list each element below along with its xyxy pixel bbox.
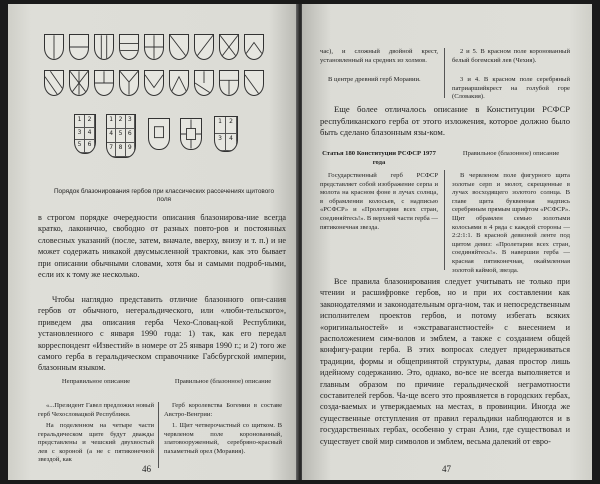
grid-number: 4	[85, 128, 95, 141]
grid-number: 3	[75, 128, 85, 141]
col-right-text-2: 1. Щит четверочастный со щитком. В червленом поле коронованный, златовооруженный, серебряно-красный пахаметный орел (Моравия).	[164, 422, 282, 455]
col-left-text-2: На поделенном на четыре части геральдическом щите будут дважды представлены и чешский двухвостый лев с короной (а не с пятиконечной звездой, как	[38, 422, 154, 464]
top-right-text-2: 3 и 4. В красном поле серебряный патриаршийкрест на голубой горе (Словакия).	[452, 76, 570, 101]
numbered-shield-six-icon	[74, 114, 96, 154]
grid-number: 4	[226, 134, 237, 151]
body-paragraph-2: Все правила блазонирования следует учитывать не только при чтении и расшифровке гербов, но и при их составлении как законодателями и законодательным орга-ном, так и непосредственным исполнителем проектов гербов, и потому избегать всяких «оригинальностей» и «экстраваганстностей» с внесением и расположением сим-волов и эмблем, а также с созданием общей конфигу-рации герба. В этих вопросах следует придерживаться традиции, формы и общепринятой структуры, давая простор лишь идейному содержанию. Это, однако, во-все не всегда выполняется и главным образом по причине геральдической неграмотности составителей гербов. Ча-ще всего это проявляется в городских гербах, созда-ваемых и утверждаемых на местах, в провинции. Иногда же существенные отступления от правил геральдики наблюдаются и в государственных гербах, особенно у стран Азии, где существовал и существует свой мир символов и эмблем, весьма далекий от евро-	[320, 277, 570, 446]
body-paragraph-1: Еще более отличалось описание в Конституции РСФСР республиканского герба от этого изложения, которое должно было быть сделано блазонным язы-ком.	[320, 104, 570, 138]
shield-bendlet-icon	[244, 70, 264, 96]
shield-quartered-escutcheon-icon	[180, 118, 202, 150]
grid-number: 9	[126, 143, 135, 157]
body-paragraph-2: Чтобы наглядно представить отличие блазонного опи-сания гербов от обычного, негеральдического, или «люби-тельского», приведем два описания герба Чехо-Словац-кой Республики, установленного с января 1990 года: 1) так, как его передал корреспондент «Известий» в номере от 25 января 1990 г.; и 2) того же самого герба в геральдическом справочнике Габсбургской империи, блазонным языком.	[38, 295, 286, 373]
column-divider	[444, 48, 445, 98]
shield-chevron-icon	[244, 34, 264, 60]
grid-number: 2	[116, 115, 125, 129]
table-left-header: Статья 180 Конституции РСФСР 1977 года	[322, 150, 436, 166]
shield-quartered-icon	[144, 34, 164, 60]
grid-number: 4	[107, 129, 116, 143]
right-page	[302, 4, 592, 480]
shield-division-diagram	[44, 34, 266, 178]
grid-number: 3	[126, 115, 135, 129]
grid-number: 8	[116, 143, 125, 157]
grid-number: 7	[107, 143, 116, 157]
grid-number: 5	[75, 140, 85, 153]
diagram-caption: Порядок блазонирования гербов при классических рассечениях щитового поля	[53, 188, 275, 203]
top-left-text-2: В центре древний герб Моравии.	[328, 76, 421, 83]
shield-saltire-icon	[219, 34, 239, 60]
column-divider	[158, 402, 159, 468]
shield-pile-icon	[169, 70, 189, 96]
shield-per-bend-icon	[169, 34, 189, 60]
left-page	[8, 4, 298, 480]
grid-number: 6	[85, 140, 95, 153]
shield-chevron-reversed-icon	[144, 70, 164, 96]
page-number-right: 47	[442, 464, 451, 474]
col-left-text-1: «...Президент Гавел предложил новый герб Чехословацкой Республики.	[38, 402, 154, 418]
column-divider	[444, 170, 445, 270]
table-left-text: Государственный герб РСФСР представляет собой изображение серпа и молота на красном фоне в лучах солнца, в обрамлении колосьев, с надписью «РСФСР» и «Пролетарии всех стран, соединяйтесь!». В верхней части герба — пятиконечная звезда.	[320, 172, 438, 231]
shield-tierced-icon	[119, 34, 139, 60]
table-right-header: Правильное (блазонное) описание	[462, 150, 560, 157]
table-right-text: В червленом поле фигурного щита золотые серп и молот, скрещенные в лучах восходящего золотого солнца. В главе щита буквенная надпись серебряным прямым шрифтом «РСФСР». Щит обрамлен семью золотыми колосьями в 4 ряда с каждой стороны — 2:2:1:1. В красной девизной ленте под щитом девиз: «Пролетарии всех стран, соединяйтесь!». В навершии герба — красная пятиконечная, окаймленная золотой каймой, звезда.	[452, 172, 570, 274]
shield-quarter-bend-icon	[194, 70, 214, 96]
grid-number: 1	[75, 115, 85, 128]
shield-per-pale-icon	[69, 34, 89, 60]
top-right-text-1: 2 и 5. В красном поле коронованный белый богемский лев (Чехия).	[452, 48, 570, 64]
shield-gyronny-icon	[69, 70, 89, 96]
grid-number: 5	[116, 129, 125, 143]
shield-plain-icon	[44, 34, 64, 60]
col-left-header: Неправильное описание	[61, 378, 131, 385]
col-right-text-1: Герб королевства Богемии в составе Австро-Венгрии:	[164, 402, 282, 418]
grid-number: 6	[126, 129, 135, 143]
numbered-shield-nine-icon	[106, 114, 136, 158]
col-right-header: Правильное (блазонное) описание	[174, 378, 272, 385]
grid-number: 1	[215, 117, 226, 134]
grid-number: 2	[226, 117, 237, 134]
grid-number: 1	[107, 115, 116, 129]
shield-per-fess-icon	[94, 34, 114, 60]
shield-per-bend-sinister-icon	[194, 34, 214, 60]
top-left-text-1: час), и сложный двойной крест, установленный на средних из холмов.	[320, 48, 438, 64]
page-number-left: 46	[142, 464, 151, 474]
grid-number: 2	[85, 115, 95, 128]
numbered-shield-four-icon	[214, 116, 238, 152]
grid-number: 3	[215, 134, 226, 151]
shield-inescutcheon-icon	[148, 118, 170, 150]
shield-per-pale-fess-icon	[94, 70, 114, 96]
book-spread	[8, 4, 592, 480]
body-paragraph-1: в строгом порядке очередности описания блазонирова-ние всегда кратко, лаконично, свободно от разных повто-ров и постоянных словесных указаний (после, затем, вначале, вверху, внизу и т. п.) и не может содержать никакой двусмысленной трактовки, как это бывает при описании обычными словами, хотя бы и самыми подроб-ными, если их к тому же несколько.	[38, 213, 286, 280]
shield-pall-icon	[119, 70, 139, 96]
shield-bend-icon	[44, 70, 64, 96]
shield-tierced-pale-icon	[219, 70, 239, 96]
